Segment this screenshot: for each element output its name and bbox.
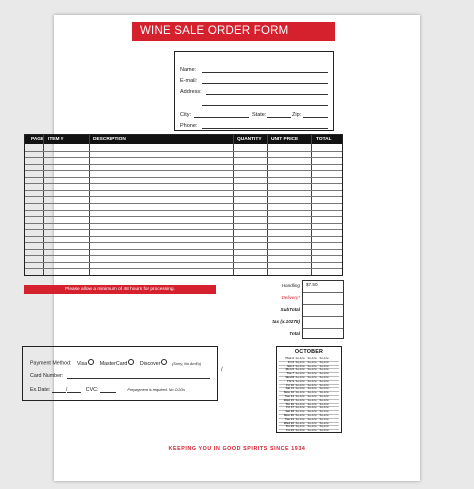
table-row-line	[25, 229, 342, 230]
calendar-slot[interactable]: 9a-12a	[319, 405, 329, 410]
calendar-slot[interactable]: 9a-12a	[295, 416, 305, 421]
email-row	[180, 75, 328, 85]
table-row-line	[25, 223, 342, 224]
address-line-2-field[interactable]	[202, 105, 328, 106]
card-number-field[interactable]	[67, 378, 210, 379]
calendar-slot[interactable]: 9a-12a	[295, 367, 305, 372]
address-line-2-row	[180, 97, 328, 107]
calendar-day: Mon 13	[284, 390, 294, 395]
calendar-day: Fri 3	[287, 359, 294, 364]
calendar-day: Sat 18	[285, 409, 294, 414]
no-amex-note: (Sorry, No AmEx)	[171, 361, 202, 366]
calendar-day: Mon 20	[284, 413, 294, 417]
table-row-line	[25, 151, 342, 152]
calendar-slot[interactable]: 9a-12a	[307, 394, 317, 398]
city-label: City:	[180, 112, 191, 118]
calendar-day: Fri 10	[286, 382, 294, 387]
calendar-slot[interactable]: 9a-12a	[307, 356, 317, 360]
exdate-slash: /	[65, 387, 68, 393]
calendar-slot[interactable]: 9a-12a	[319, 409, 329, 414]
calendar-day: Wed 8	[285, 375, 294, 379]
calendar-slot[interactable]: 9a-12a	[295, 378, 305, 383]
column-header-unit-price: UNIT PRICE	[271, 137, 299, 142]
table-row-line	[25, 203, 342, 204]
exdate-year-field[interactable]	[67, 392, 81, 393]
card-number-label: Card Number:	[30, 373, 64, 379]
table-row-line	[25, 183, 342, 184]
calendar-day: Thr 16	[285, 401, 294, 406]
table-row-line	[25, 210, 342, 211]
city-state-zip-row	[180, 109, 328, 119]
table-row-line	[25, 268, 342, 269]
mastercard-label: MasterCard	[99, 360, 128, 367]
calendar-day: Mon 6	[285, 367, 294, 372]
calendar-slot[interactable]: 9a-12a	[307, 390, 317, 395]
city-field[interactable]	[194, 117, 249, 118]
summary-divider	[303, 304, 343, 305]
phone-field[interactable]	[202, 128, 328, 129]
table-row-line	[25, 177, 342, 178]
zip-label: Zip:	[292, 112, 302, 118]
calendar-slot[interactable]: 9a-12a	[319, 359, 329, 364]
calendar-slot[interactable]: 9a-12a	[307, 424, 317, 429]
calendar-month: OCTOBER	[294, 349, 324, 355]
handwritten-mark: /	[221, 367, 223, 373]
form-title: WINE SALE ORDER FORM	[132, 22, 335, 41]
column-divider	[89, 135, 90, 275]
calendar-slot[interactable]: 9a-12a	[307, 375, 317, 379]
calendar-day: Tue 21	[285, 416, 294, 421]
cvc-field[interactable]	[100, 392, 116, 393]
payment-method-row	[30, 359, 201, 367]
calendar-day: Tue 14	[285, 394, 294, 398]
calendar-slot[interactable]: 9a-12a	[307, 363, 317, 368]
calendar-slot[interactable]: 9a-12a	[319, 416, 329, 421]
calendar-slot[interactable]: 9a-12a	[319, 378, 329, 383]
calendar-slot[interactable]: 9a-12a	[307, 401, 317, 406]
table-row-line	[25, 190, 342, 191]
name-field[interactable]	[202, 72, 328, 73]
mastercard-radio[interactable]	[128, 359, 134, 365]
calendar-slot[interactable]: 9a-12a	[307, 397, 317, 402]
name-label: Name:	[180, 67, 197, 73]
email-field[interactable]	[202, 83, 328, 84]
order-table	[24, 134, 343, 276]
phone-row	[180, 120, 328, 130]
calendar-slot[interactable]: 9a-12a	[319, 428, 329, 433]
calendar-slot[interactable]: 9a-12a	[319, 367, 329, 372]
table-row-line	[25, 255, 342, 256]
calendar-slot[interactable]: 9a-12a	[295, 382, 305, 387]
total-label: Total	[289, 331, 300, 336]
calendar-slot[interactable]: 9a-12a	[319, 386, 329, 391]
order-table-header	[25, 135, 342, 144]
calendar-slot[interactable]: 9a-12a	[319, 390, 329, 395]
cvc-label: CVC:	[85, 387, 99, 393]
visa-label: Visa	[77, 360, 88, 367]
column-header-item: ITEM #	[48, 137, 64, 142]
summary-divider	[303, 292, 343, 293]
calendar-day: Wed 15	[283, 397, 294, 402]
subtotal-label: SubTotal	[280, 307, 300, 312]
delivery-calendar	[276, 346, 342, 433]
calendar-slot[interactable]: 9a-12a	[295, 397, 305, 402]
calendar-row[interactable]	[279, 429, 339, 433]
customer-info-box	[174, 51, 334, 131]
address-row	[180, 86, 328, 96]
column-header-page: PAGE	[31, 137, 45, 142]
calendar-day: Sat 4	[287, 363, 294, 368]
payment-method-label: Payment Method:	[30, 360, 72, 367]
prepay-note: Prepayment is required. No CODs	[127, 388, 186, 392]
calendar-slot[interactable]: 9a-12a	[319, 363, 329, 368]
calendar-slot[interactable]: 9a-12a	[295, 413, 305, 417]
state-label: State:	[252, 112, 267, 118]
handling-label: Handling	[281, 283, 300, 288]
phone-label: Phone:	[180, 123, 198, 129]
column-header-total: TOTAL	[316, 137, 332, 142]
calendar-slot[interactable]: 9a-12a	[295, 428, 305, 433]
calendar-slot[interactable]: 9a-12a	[319, 401, 329, 406]
summary-box	[302, 280, 344, 339]
calendar-slot[interactable]: 9a-12a	[295, 390, 305, 395]
table-row-line	[25, 262, 342, 263]
discover-label: Discover	[139, 360, 161, 367]
calendar-slot[interactable]: 9a-12a	[319, 420, 329, 425]
calendar-slot[interactable]: 9a-12a	[307, 378, 317, 383]
table-row-line	[25, 242, 342, 243]
calendar-slot[interactable]: 9a-12a	[307, 413, 317, 417]
calendar-slot[interactable]: 9a-12a	[295, 409, 305, 414]
calendar-slot[interactable]: 9a-12a	[295, 356, 305, 360]
calendar-slot[interactable]: 9a-12a	[295, 405, 305, 410]
calendar-slot[interactable]: 9a-12a	[295, 394, 305, 398]
discover-radio[interactable]	[161, 359, 167, 365]
calendar-slot[interactable]: 9a-12a	[307, 416, 317, 421]
calendar-day: Thr 23	[285, 424, 294, 429]
calendar-slot[interactable]: 9a-12a	[319, 413, 329, 417]
zip-field[interactable]	[303, 117, 328, 118]
calendar-slot[interactable]: 9a-12a	[307, 405, 317, 410]
calendar-slot[interactable]: 9a-12a	[307, 371, 317, 376]
table-row-line	[25, 249, 342, 250]
handling-value: $7.50	[306, 282, 318, 287]
calendar-slot[interactable]: 9a-12a	[307, 367, 317, 372]
calendar-slot[interactable]: 9a-12a	[307, 382, 317, 387]
calendar-day: Thr 9	[286, 378, 294, 383]
summary-divider	[303, 328, 343, 329]
column-header-description: DESCRIPTION	[93, 137, 126, 142]
delivery-label: Delivery*	[281, 295, 300, 300]
address-field[interactable]	[206, 94, 328, 95]
calendar-slot[interactable]: 9a-12a	[319, 356, 329, 360]
table-row-line	[25, 157, 342, 158]
visa-radio[interactable]	[88, 359, 94, 365]
calendar-day: Thur 2	[285, 356, 294, 360]
calendar-slot[interactable]: 9a-12a	[319, 375, 329, 379]
column-divider	[233, 135, 234, 275]
calendar-day: Fri 17	[286, 405, 294, 410]
calendar-day: Fri 24	[286, 428, 294, 433]
table-row-line	[25, 236, 342, 237]
address-label: Address:	[180, 89, 202, 95]
calendar-slot[interactable]: 9a-12a	[307, 359, 317, 364]
summary-divider	[303, 316, 343, 317]
calendar-slot[interactable]: 9a-12a	[319, 394, 329, 398]
processing-notice: Please allow a minimum of 48 hours for processing.	[24, 285, 216, 294]
column-header-quantity: QUANTITY	[237, 137, 262, 142]
name-row	[180, 64, 328, 74]
column-divider	[267, 135, 268, 275]
table-row-line	[25, 216, 342, 217]
email-label: E-mail:	[180, 78, 198, 84]
exdate-label: Ex.Date:	[30, 387, 51, 393]
column-divider	[311, 135, 312, 275]
calendar-slot[interactable]: 9a-12a	[295, 401, 305, 406]
calendar-slot[interactable]: 9a-12a	[319, 382, 329, 387]
footer-slogan: KEEPING YOU IN GOOD SPIRITS SINCE 1934	[168, 446, 306, 452]
table-row-line	[25, 196, 342, 197]
calendar-slot[interactable]: 9a-12a	[319, 397, 329, 402]
exdate-month-field[interactable]	[52, 392, 66, 393]
calendar-slot[interactable]: 9a-12a	[295, 420, 305, 425]
calendar-slot[interactable]: 9a-12a	[319, 371, 329, 376]
calendar-slot[interactable]: 9a-12a	[319, 424, 329, 429]
expiry-row	[30, 387, 185, 393]
calendar-day: Wed 22	[283, 420, 294, 425]
calendar-slot[interactable]: 9a-12a	[295, 424, 305, 429]
table-row-line	[25, 170, 342, 171]
table-row-line	[25, 164, 342, 165]
calendar-slot[interactable]: 9a-12a	[295, 371, 305, 376]
calendar-slot[interactable]: 9a-12a	[295, 386, 305, 391]
payment-box	[22, 346, 218, 401]
tax-label: tax (x.10275)	[272, 319, 300, 324]
calendar-slot[interactable]: 9a-12a	[295, 375, 305, 379]
calendar-slot[interactable]: 9a-12a	[307, 409, 317, 414]
state-field[interactable]	[267, 117, 291, 118]
calendar-slot[interactable]: 9a-12a	[307, 420, 317, 425]
calendar-day: Sat 11	[285, 386, 294, 391]
calendar-slot[interactable]: 9a-12a	[307, 386, 317, 391]
calendar-slot[interactable]: 9a-12a	[295, 363, 305, 368]
column-divider	[43, 135, 44, 275]
calendar-slot[interactable]: 9a-12a	[307, 428, 317, 433]
calendar-slot[interactable]: 9a-12a	[295, 359, 305, 364]
calendar-day: Tue 7	[286, 371, 294, 376]
card-number-row	[30, 373, 210, 379]
